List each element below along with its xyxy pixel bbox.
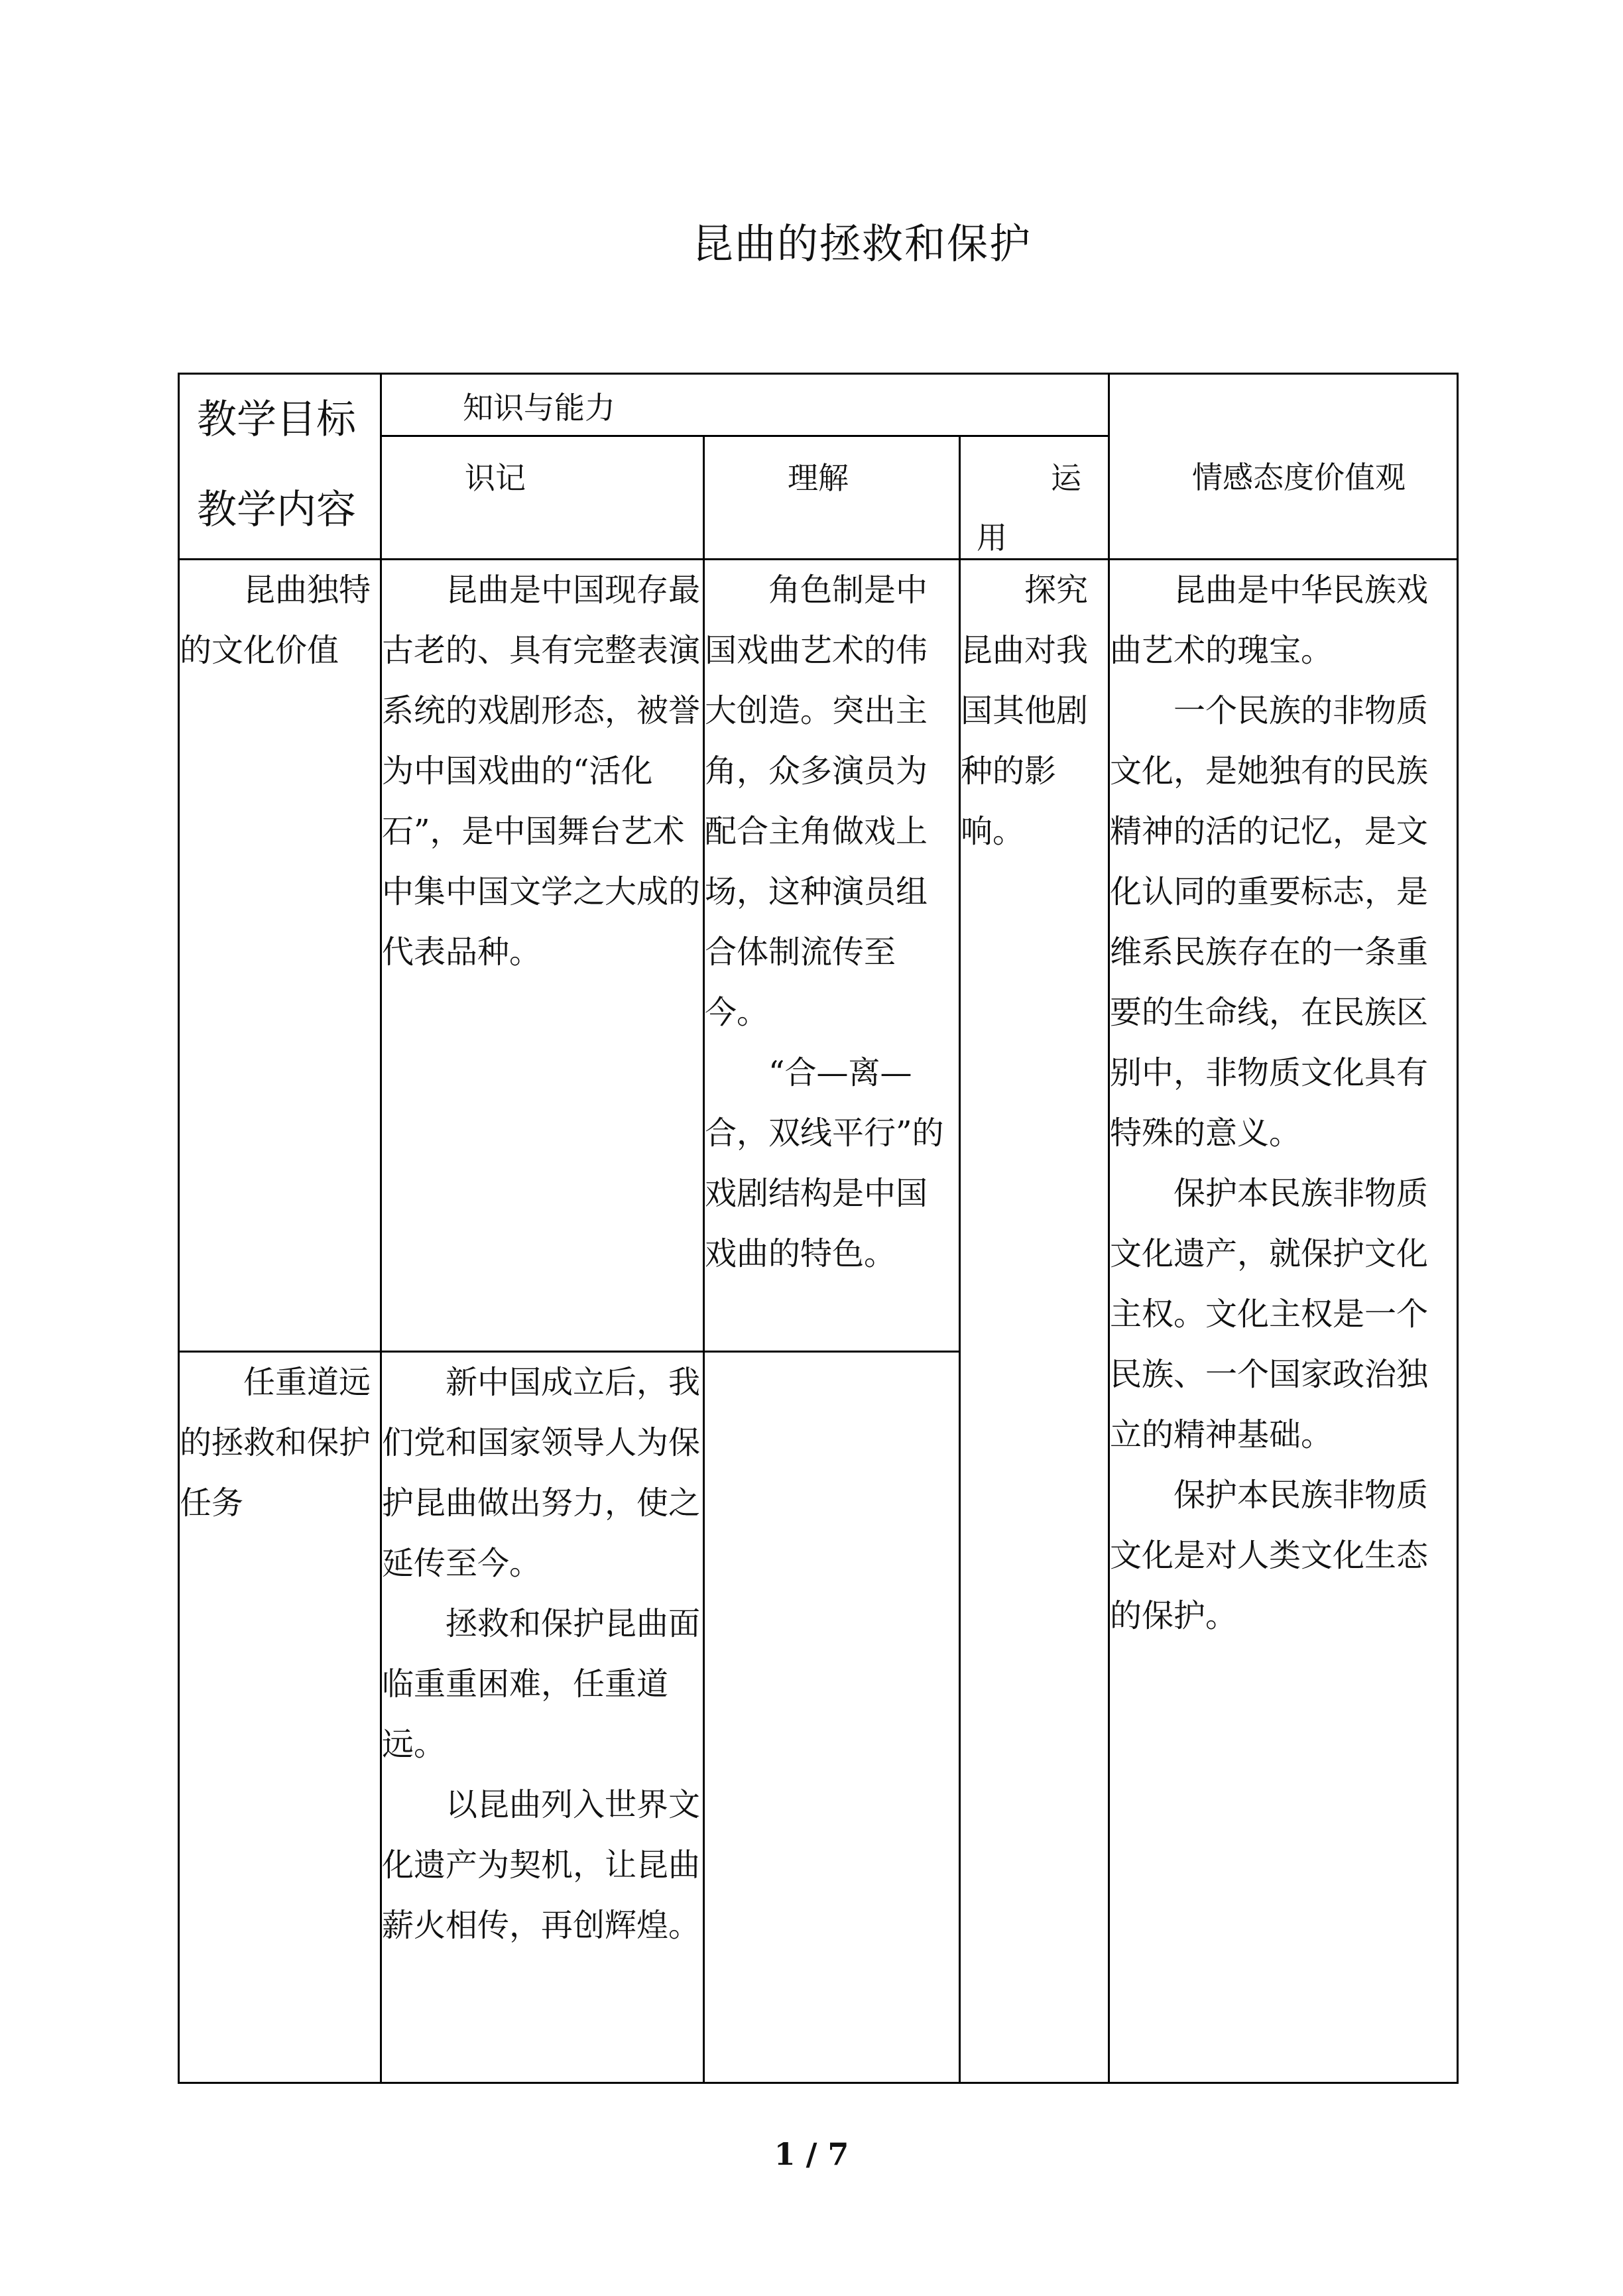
- row2-memorize-cell: 新中国成立后，我们党和国家领导人为保护昆曲做出努力，使之延传至今。 拯救和保护昆曲面临重重困难，任重道远。 以昆曲列入世界文化遗产为契机，让昆曲薪火相传，再创辉煌。: [381, 1352, 704, 2083]
- emotion-header: 情感态度价值观: [1109, 374, 1458, 560]
- knowledge-ability-header: 知识与能力: [381, 374, 1109, 436]
- teaching-content-label: 教学内容: [197, 487, 356, 533]
- memorize-header: 识记: [381, 436, 704, 560]
- row2-topic-cell: 任重道远的拯救和保护任务: [179, 1352, 381, 2083]
- header-corner-cell: [179, 374, 381, 560]
- understand-header: 理解: [704, 436, 960, 560]
- lesson-plan-table: [178, 373, 1459, 2084]
- teaching-goal-label: 教学目标: [197, 396, 356, 443]
- row1-memorize-cell: 昆曲是中国现存最古老的、具有完整表演系统的戏剧形态，被誉为中国戏曲的“活化石”，是中国舞台艺术中集中国文学之大成的代表品种。: [381, 560, 704, 1352]
- row1-topic-cell: 昆曲独特的文化价值: [179, 560, 381, 1352]
- emotion-cell: 昆曲是中华民族戏曲艺术的瑰宝。 一个民族的非物质文化，是她独有的民族精神的活的记忆，是文化认同的重要标志，是维系民族存在的一条重要的生命线，在民族区别中，非物质文化具有特殊的意义。 保护本民族非物质文化遗产，就保护文化主权。文化主权是一个民族、一个国家政治独立的精神基础。 保护本民族非物质文化是对人类文化生态的保护。: [1109, 560, 1458, 2083]
- page-title: 昆曲的拯救和保护: [691, 219, 1032, 268]
- apply-header: 运 用: [960, 436, 1109, 560]
- row1-understand-cell: 角色制是中国戏曲艺术的伟大创造。突出主角，众多演员为配合主角做戏上场，这种演员组合体制流传至今。 “合—离—合，双线平行”的戏剧结构是中国戏曲的特色。: [704, 560, 960, 1352]
- page-number: 1 / 7: [774, 2136, 849, 2172]
- apply-cell: 探究昆曲对我国其他剧种的影响。: [960, 560, 1109, 2083]
- row2-understand-cell: [704, 1352, 960, 2083]
